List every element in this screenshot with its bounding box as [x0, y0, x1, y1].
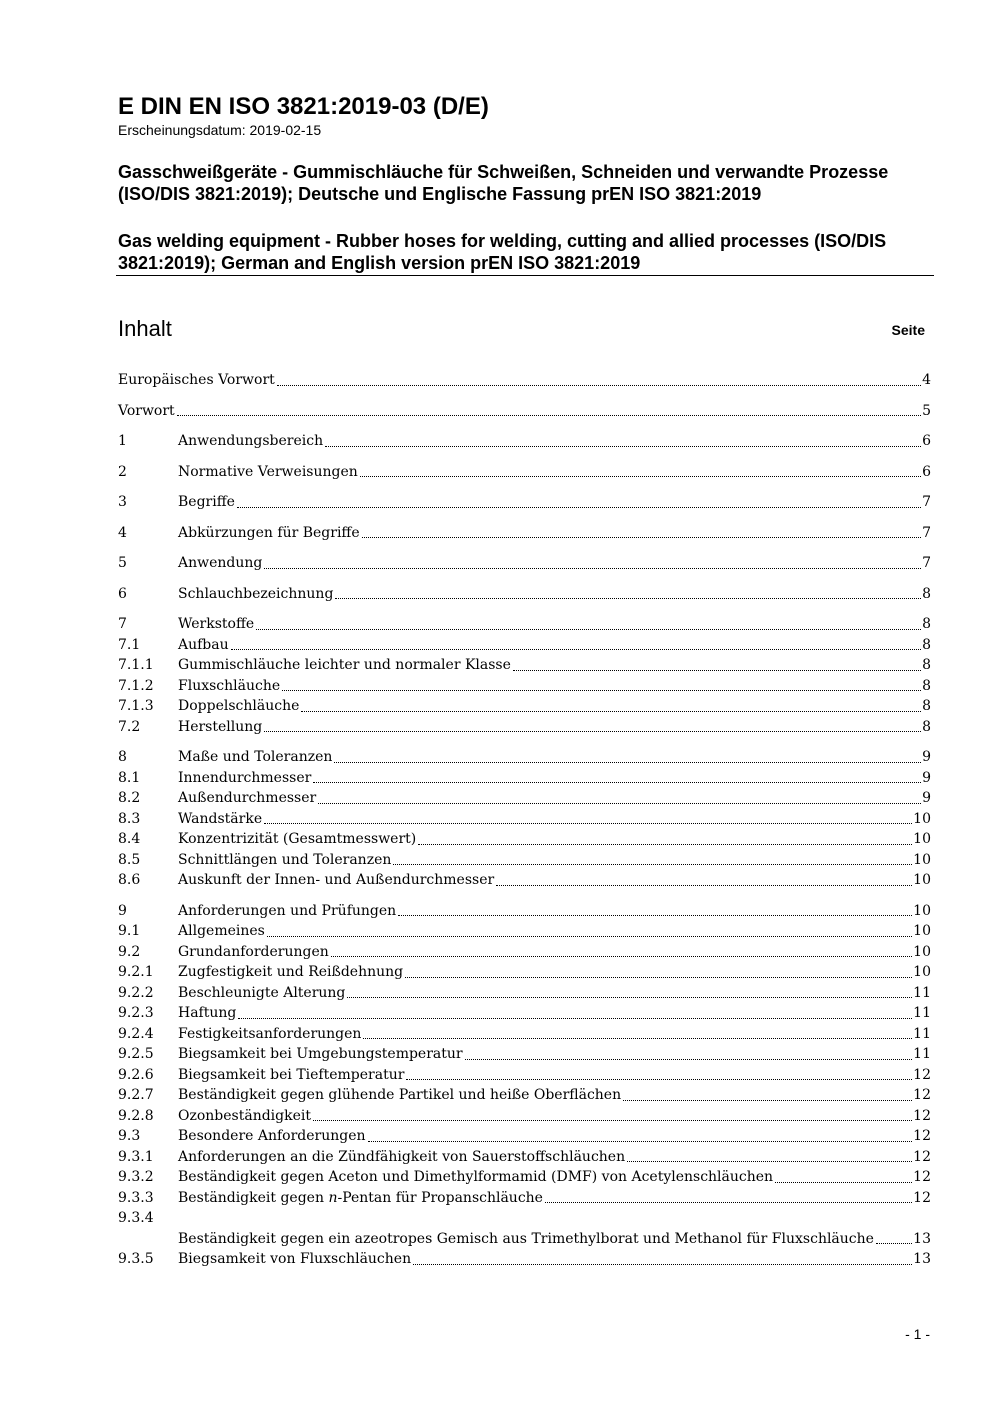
toc-entry[interactable] — [118, 942, 931, 963]
toc-entry-title: Doppelschläuche — [178, 698, 300, 714]
toc-entry-number: 9.3.1 — [118, 1148, 154, 1165]
toc-dot-leader — [393, 864, 912, 865]
toc-dot-leader — [264, 823, 912, 824]
toc-entry-title: Anforderungen und Prüfungen — [178, 902, 397, 919]
toc-dot-leader — [362, 537, 921, 538]
toc-entry-page: 10 — [913, 851, 931, 868]
toc-entry[interactable] — [118, 809, 931, 830]
toc-entry[interactable] — [118, 768, 931, 789]
toc-entry-title: Zugfestigkeit und Reißdehnung — [178, 964, 404, 980]
toc-entry-title: Allgemeines — [178, 923, 265, 939]
toc-entry-number: 9.3.3 — [118, 1189, 154, 1206]
toc-entry-number: 7.1.2 — [118, 677, 154, 694]
toc-entry-page: 8 — [922, 636, 931, 653]
toc-entry[interactable] — [118, 431, 931, 452]
toc-entry-number: 3 — [118, 494, 127, 510]
toc-entry-number: 8.5 — [118, 851, 141, 868]
toc-entry[interactable] — [118, 553, 931, 574]
toc-entry-page: 11 — [913, 984, 931, 1001]
toc-entry[interactable] — [118, 614, 931, 635]
toc-dot-leader — [256, 629, 921, 630]
toc-entry-title: Europäisches Vorwort — [118, 372, 275, 388]
toc-entry[interactable] — [118, 401, 931, 422]
toc-entry-title: Konzentrizität (Gesamtmesswert) — [178, 831, 417, 847]
toc-entry-page: 8 — [922, 657, 931, 673]
toc-dot-leader — [264, 568, 921, 569]
toc-entry-title: Besondere Anforderungen — [178, 1128, 366, 1144]
publication-date: Erscheinungsdatum: 2019-02-15 — [118, 122, 322, 138]
toc-dot-leader — [313, 1120, 912, 1121]
toc-dot-leader — [301, 711, 921, 712]
toc-dot-leader — [876, 1243, 912, 1244]
toc-entry[interactable] — [118, 1044, 931, 1065]
toc-entry[interactable] — [118, 676, 931, 697]
toc-entry-title: Herstellung — [178, 718, 263, 735]
toc-entry-title: Fluxschläuche — [178, 677, 281, 694]
toc-entry-page: 13 — [913, 1230, 931, 1247]
toc-entry-page: 12 — [913, 1066, 931, 1083]
toc-entry[interactable] — [118, 901, 931, 922]
toc-entry-number: 9.2.7 — [118, 1087, 154, 1103]
toc-entry[interactable] — [118, 584, 931, 605]
toc-entry-title: Außendurchmesser — [178, 790, 317, 806]
toc-dot-leader — [513, 670, 921, 671]
toc-entry-page: 12 — [913, 1148, 931, 1165]
toc-entry-page: 5 — [922, 402, 931, 419]
toc-entry-number: 7.1 — [118, 636, 141, 653]
toc-entry[interactable] — [118, 696, 931, 717]
toc-entry-number: 6 — [118, 585, 127, 602]
toc-dot-leader — [237, 507, 921, 508]
toc-dot-leader — [238, 1018, 912, 1019]
toc-entry[interactable] — [118, 523, 931, 544]
toc-entry-title: Auskunft der Innen- und Außendurchmesser — [178, 872, 495, 888]
toc-entry[interactable] — [118, 1167, 931, 1188]
toc-entry-number: 9.2.5 — [118, 1046, 154, 1062]
toc-entry-title: Anwendungsbereich — [178, 433, 324, 449]
toc-entry-number: 7.1.1 — [118, 657, 154, 673]
toc-entry[interactable] — [118, 1249, 931, 1270]
toc-entry[interactable] — [118, 1106, 931, 1127]
toc-entry-page: 13 — [913, 1251, 931, 1267]
toc-dot-leader — [313, 782, 921, 783]
toc-entry-page: 10 — [913, 943, 931, 960]
toc-entry-page: 6 — [922, 463, 931, 480]
toc-entry-number: 9.2.8 — [118, 1107, 154, 1124]
toc-entry-title: Beschleunigte Alterung — [178, 984, 346, 1001]
toc-dot-leader — [496, 885, 912, 886]
toc-dot-leader — [282, 690, 921, 691]
toc-dot-leader — [331, 956, 912, 957]
toc-entry-number: 8.4 — [118, 831, 141, 847]
toc-entry-page: 8 — [922, 585, 931, 602]
toc-entry-page: 7 — [922, 494, 931, 510]
toc-entry-number: 9.2.2 — [118, 984, 154, 1001]
toc-entry-title: Biegsamkeit von Fluxschläuchen — [178, 1251, 412, 1267]
toc-entry[interactable] — [118, 635, 931, 656]
toc-entry-page: 9 — [922, 769, 931, 786]
toc-entry-title: Werkstoffe — [178, 616, 255, 632]
toc-entry-number: 8.3 — [118, 810, 141, 827]
toc-entry-number: 9.3 — [118, 1128, 141, 1144]
toc-entry-title: Begriffe — [178, 494, 235, 510]
table-of-contents — [118, 370, 931, 1270]
toc-entry-page: 12 — [913, 1107, 931, 1124]
toc-entry-title: Wandstärke — [178, 810, 263, 827]
toc-dot-leader — [363, 1038, 912, 1039]
toc-entry-page: 6 — [922, 433, 931, 449]
toc-entry[interactable] — [118, 1085, 931, 1106]
toc-entry-title: Abkürzungen für Begriffe — [178, 524, 360, 541]
toc-entry[interactable] — [118, 921, 931, 942]
toc-entry-title: Aufbau — [178, 636, 229, 653]
toc-entry-number: 9.2.3 — [118, 1005, 154, 1021]
toc-entry[interactable] — [118, 870, 931, 891]
toc-entry-page: 11 — [913, 1046, 931, 1062]
toc-entry-page: 10 — [913, 923, 931, 939]
toc-entry-title: Innendurchmesser — [178, 769, 312, 786]
toc-dot-leader — [277, 385, 921, 386]
toc-entry-title: Ozonbeständigkeit — [178, 1107, 311, 1124]
toc-dot-leader — [627, 1161, 912, 1162]
toc-entry-page: 10 — [913, 872, 931, 888]
toc-entry-page: 10 — [913, 810, 931, 827]
toc-entry-number: 8.6 — [118, 872, 141, 888]
toc-entry-number: 9.3.5 — [118, 1251, 154, 1267]
toc-entry[interactable] — [118, 1126, 931, 1147]
toc-entry-title: Schlauchbezeichnung — [178, 585, 334, 602]
toc-entry[interactable] — [118, 462, 931, 483]
toc-entry-number: 8.1 — [118, 769, 141, 786]
toc-entry[interactable] — [118, 1003, 931, 1024]
toc-page-column-label: Seite — [891, 322, 925, 338]
toc-dot-leader — [623, 1100, 912, 1101]
toc-entry[interactable] — [118, 492, 931, 513]
toc-entry[interactable] — [118, 962, 931, 983]
toc-entry-number: 9 — [118, 902, 127, 919]
toc-entry-number: 9.3.2 — [118, 1169, 154, 1185]
toc-dot-leader — [405, 977, 912, 978]
toc-entry-page: 12 — [913, 1169, 931, 1185]
header-divider — [116, 275, 934, 276]
toc-entry-title: Beständigkeit gegen glühende Partikel und heiße Oberflächen — [178, 1087, 622, 1103]
toc-entry-number: 9.2 — [118, 943, 141, 960]
title-german: Gasschweißgeräte - Gummischläuche für Schweißen, Schneiden und verwandte Prozesse (ISO/DIS 3821:2019); Deutsche und Englische Fassung prEN ISO 3821:2019 — [118, 162, 889, 204]
toc-entry-page: 4 — [922, 372, 931, 388]
toc-entry[interactable] — [118, 1147, 931, 1168]
toc-dot-leader — [177, 415, 921, 416]
toc-entry-page: 7 — [922, 524, 931, 541]
toc-entry-page: 9 — [922, 790, 931, 806]
toc-entry-number: 7.2 — [118, 718, 141, 735]
toc-entry-title: Biegsamkeit bei Umgebungstemperatur — [178, 1046, 463, 1062]
toc-dot-leader — [368, 1141, 913, 1142]
toc-dot-leader — [406, 1079, 912, 1080]
toc-entry-page: 11 — [913, 1005, 931, 1021]
toc-entry-page: 8 — [922, 698, 931, 714]
toc-dot-leader — [347, 997, 912, 998]
toc-entry-page: 10 — [913, 964, 931, 980]
toc-entry-number: 7 — [118, 616, 127, 632]
toc-entry[interactable] — [118, 788, 931, 809]
toc-entry[interactable] — [118, 850, 931, 871]
toc-entry-page: 12 — [913, 1189, 931, 1206]
toc-entry[interactable] — [118, 1024, 931, 1045]
toc-entry[interactable] — [118, 1065, 931, 1086]
toc-entry-page: 12 — [913, 1128, 931, 1144]
toc-heading: Inhalt — [118, 316, 172, 341]
toc-entry-number: 9.3.4 — [118, 1210, 154, 1226]
toc-entry-title: Biegsamkeit bei Tieftemperatur — [178, 1066, 405, 1083]
toc-dot-leader — [335, 598, 921, 599]
toc-entry-number: 9.2.6 — [118, 1066, 154, 1083]
toc-entry-number: 2 — [118, 463, 127, 480]
toc-entry-page: 10 — [913, 831, 931, 847]
toc-entry-page: 10 — [913, 902, 931, 919]
toc-dot-leader — [325, 446, 921, 447]
toc-entry-title: Normative Verweisungen — [178, 463, 358, 480]
toc-entry[interactable] — [118, 655, 931, 676]
toc-entry-page: 9 — [922, 749, 931, 765]
toc-dot-leader — [334, 762, 921, 763]
toc-dot-leader — [775, 1182, 912, 1183]
toc-entry-number: 7.1.3 — [118, 698, 154, 714]
toc-dot-leader — [465, 1059, 913, 1060]
toc-entry[interactable] — [118, 983, 931, 1004]
toc-dot-leader — [545, 1202, 912, 1203]
toc-entry-title: Gummischläuche leichter und normaler Klasse — [178, 657, 511, 673]
toc-entry[interactable] — [118, 370, 931, 391]
toc-entry-page: 8 — [922, 718, 931, 735]
toc-entry-page: 12 — [913, 1087, 931, 1103]
toc-entry-title: Anwendung — [178, 555, 263, 571]
toc-entry[interactable] — [118, 747, 931, 768]
toc-entry-page: 8 — [922, 677, 931, 694]
toc-entry-number: 5 — [118, 555, 127, 571]
toc-entry-title: Beständigkeit gegen ein azeotropes Gemisch aus Trimethylborat und Methanol für Fluxschläuche — [178, 1230, 874, 1247]
toc-entry-number: 8.2 — [118, 790, 141, 806]
toc-entry-title: Maße und Toleranzen — [178, 749, 333, 765]
toc-entry-number: 9.2.4 — [118, 1025, 154, 1042]
toc-dot-leader — [267, 936, 912, 937]
toc-dot-leader — [360, 476, 921, 477]
toc-entry-title: Grundanforderungen — [178, 943, 329, 960]
toc-entry-number: 4 — [118, 524, 127, 541]
toc-entry-number: 9.1 — [118, 923, 141, 939]
toc-dot-leader — [231, 649, 921, 650]
toc-entry[interactable] — [118, 1208, 931, 1249]
title-english: Gas welding equipment - Rubber hoses for welding, cutting and allied processes (ISO/DIS 3821:2019); German and English version prEN ISO 3821:2019 — [118, 231, 887, 273]
toc-entry-page: 11 — [913, 1025, 931, 1042]
toc-entry-title: Schnittlängen und Toleranzen — [178, 851, 392, 868]
toc-entry-title: Vorwort — [118, 402, 175, 419]
toc-dot-leader — [318, 803, 921, 804]
page-number: - 1 - — [905, 1326, 930, 1342]
toc-entry-title: Haftung — [178, 1005, 237, 1021]
toc-entry-page: 7 — [922, 555, 931, 571]
toc-dot-leader — [264, 731, 921, 732]
toc-entry-page: 8 — [922, 616, 931, 632]
toc-entry[interactable] — [118, 1188, 931, 1209]
toc-entry-number: 9.2.1 — [118, 964, 154, 980]
toc-dot-leader — [413, 1264, 912, 1265]
toc-entry[interactable] — [118, 829, 931, 850]
toc-entry-title: Beständigkeit gegen Aceton und Dimethylformamid (DMF) von Acetylenschläuchen — [178, 1169, 774, 1185]
document-id: E DIN EN ISO 3821:2019-03 (D/E) — [118, 93, 489, 120]
toc-dot-leader — [418, 844, 912, 845]
toc-entry-title: Festigkeitsanforderungen — [178, 1025, 362, 1042]
toc-entry-title: Anforderungen an die Zündfähigkeit von Sauerstoffschläuchen — [178, 1148, 626, 1165]
toc-dot-leader — [398, 915, 912, 916]
toc-entry-number: 1 — [118, 433, 127, 449]
toc-entry[interactable] — [118, 717, 931, 738]
toc-entry-number: 8 — [118, 749, 127, 765]
toc-entry-title: Beständigkeit gegen n-Pentan für Propanschläuche — [178, 1189, 543, 1206]
